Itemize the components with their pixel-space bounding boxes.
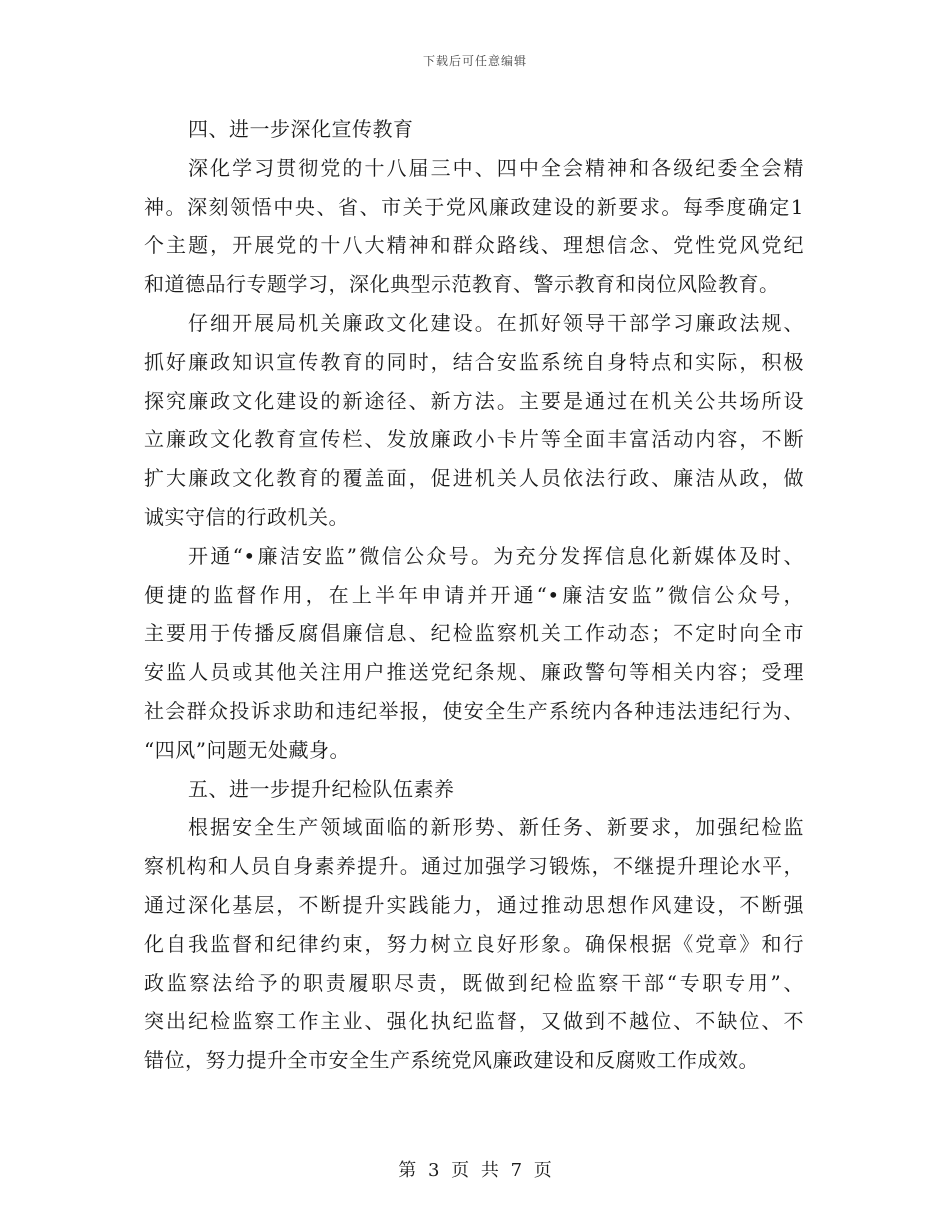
- paragraph-line: 个主题，开展党的十八大精神和群众路线、理想信念、党性党风党纪: [144, 233, 804, 258]
- section-heading-5: 五、进一步提升纪检队伍素养: [188, 776, 455, 801]
- paragraph-line: 扩大廉政文化教育的覆盖面，促进机关人员依法行政、廉洁从政，做: [144, 466, 804, 491]
- paragraph-line: 仔细开展局机关廉政文化建设。在抓好领导干部学习廉政法规、: [188, 310, 804, 335]
- page-header: 下载后可任意编辑: [422, 54, 527, 68]
- paragraph-line: 主要用于传播反腐倡廉信息、纪检监察机关工作动态；不定时向全市: [144, 621, 804, 646]
- paragraph-line: 察机构和人员自身素养提升。通过加强学习锻炼，不继提升理论水平，: [144, 854, 804, 879]
- paragraph-line: 诚实守信的行政机关。: [144, 504, 349, 529]
- paragraph-line: 突出纪检监察工作主业、强化执纪监督，又做到不越位、不缺位、不: [144, 1009, 804, 1034]
- paragraph-line: 探究廉政文化建设的新途径、新方法。主要是通过在机关公共场所设: [144, 388, 804, 413]
- paragraph-line: 社会群众投诉求助和违纪举报，使安全生产系统内各种违法违纪行为、: [144, 698, 804, 723]
- page-number-footer: 第 3 页 共 7 页: [398, 1160, 552, 1181]
- paragraph-line: 抓好廉政知识宣传教育的同时，结合安监系统自身特点和实际，积极: [144, 349, 804, 374]
- paragraph-line: 化自我监督和纪律约束，努力树立良好形象。确保根据《党章》和行: [144, 931, 804, 956]
- paragraph-line: 政监察法给予的职责履职尽责，既做到纪检监察干部“专职专用”、: [144, 970, 804, 995]
- paragraph-line: 开通“•廉洁安监”微信公众号。为充分发挥信息化新媒体及时、: [188, 543, 804, 568]
- paragraph-line: 安监人员或其他关注用户推送党纪条规、廉政警句等相关内容；受理: [144, 660, 804, 685]
- paragraph-line: 深化学习贯彻党的十八届三中、四中全会精神和各级纪委全会精: [188, 155, 804, 180]
- paragraph-line: 立廉政文化教育宣传栏、发放廉政小卡片等全面丰富活动内容，不断: [144, 427, 804, 452]
- section-heading-4: 四、进一步深化宣传教育: [188, 117, 414, 141]
- paragraph-line: 神。深刻领悟中央、省、市关于党风廉政建设的新要求。每季度确定1: [144, 194, 804, 219]
- paragraph-line: 和道德品行专题学习，深化典型示范教育、警示教育和岗位风险教育。: [144, 272, 780, 297]
- paragraph-line: 根据安全生产领域面临的新形势、新任务、新要求，加强纪检监: [188, 815, 804, 840]
- paragraph-line: 便捷的监督作用，在上半年申请并开通“•廉洁安监”微信公众号，: [144, 582, 804, 607]
- document-body: [144, 110, 804, 1080]
- paragraph-line: “四风”问题无处藏身。: [144, 737, 350, 762]
- paragraph-line: 错位，努力提升全市安全生产系统党风廉政建设和反腐败工作成效。: [144, 1048, 759, 1073]
- paragraph-line: 通过深化基层，不断提升实践能力，通过推动思想作风建设，不断强: [144, 892, 804, 917]
